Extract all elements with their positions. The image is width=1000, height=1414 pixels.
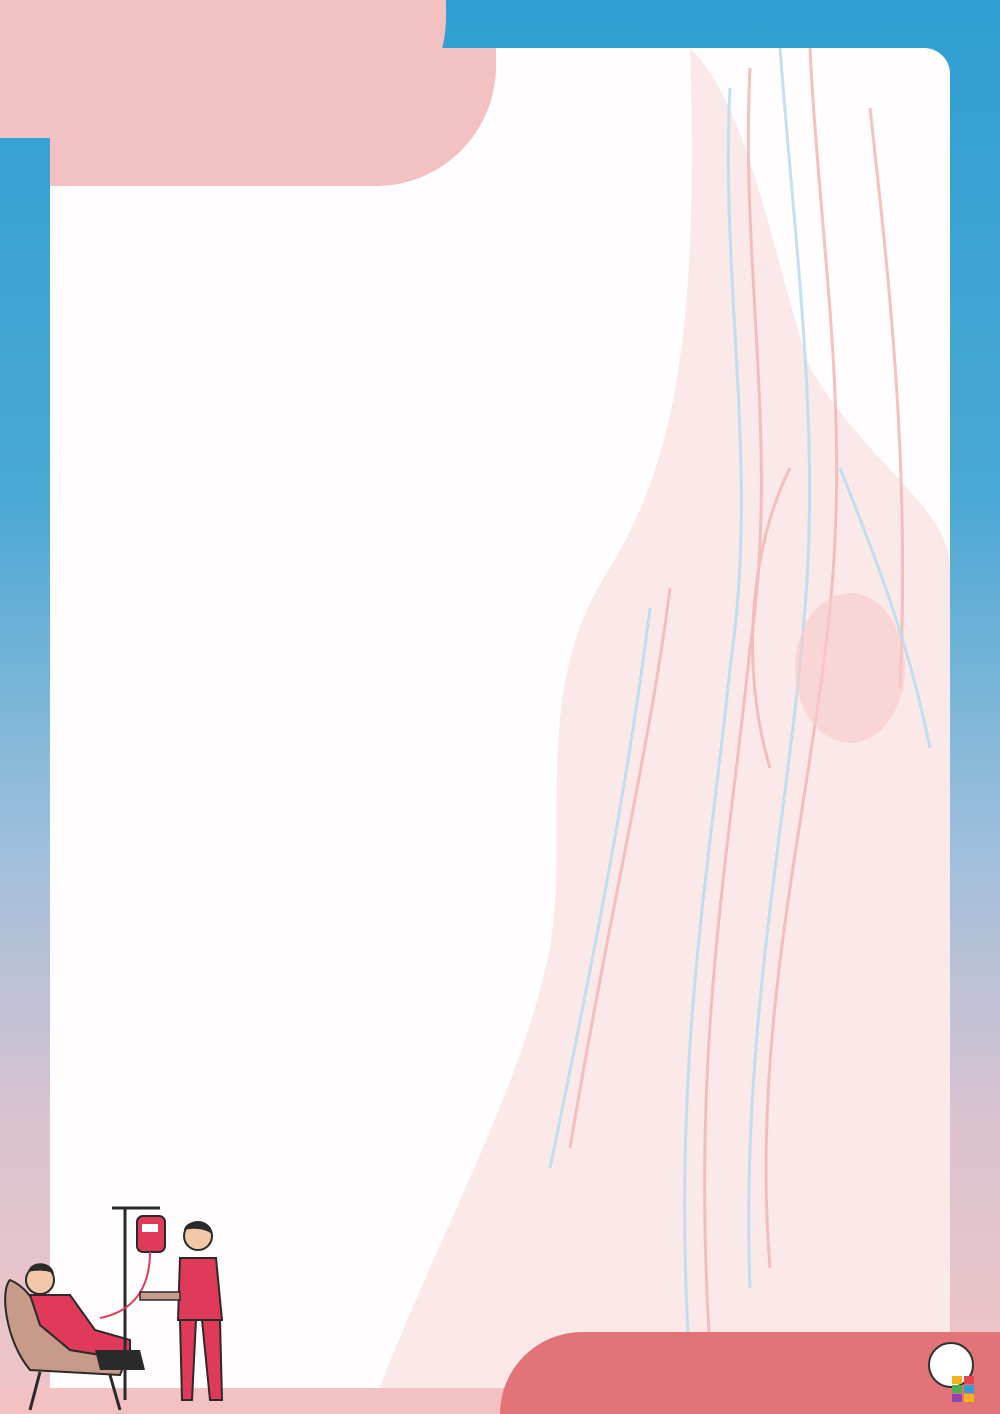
liveworksheets-logo-icon bbox=[952, 1376, 974, 1402]
header-banner-full bbox=[0, 0, 446, 138]
blood-donation-illustration bbox=[0, 1200, 260, 1414]
liveworksheets-brand[interactable] bbox=[952, 1376, 978, 1402]
right-border-ticks bbox=[950, 0, 1000, 1414]
footer-red-banner bbox=[500, 1332, 1000, 1414]
